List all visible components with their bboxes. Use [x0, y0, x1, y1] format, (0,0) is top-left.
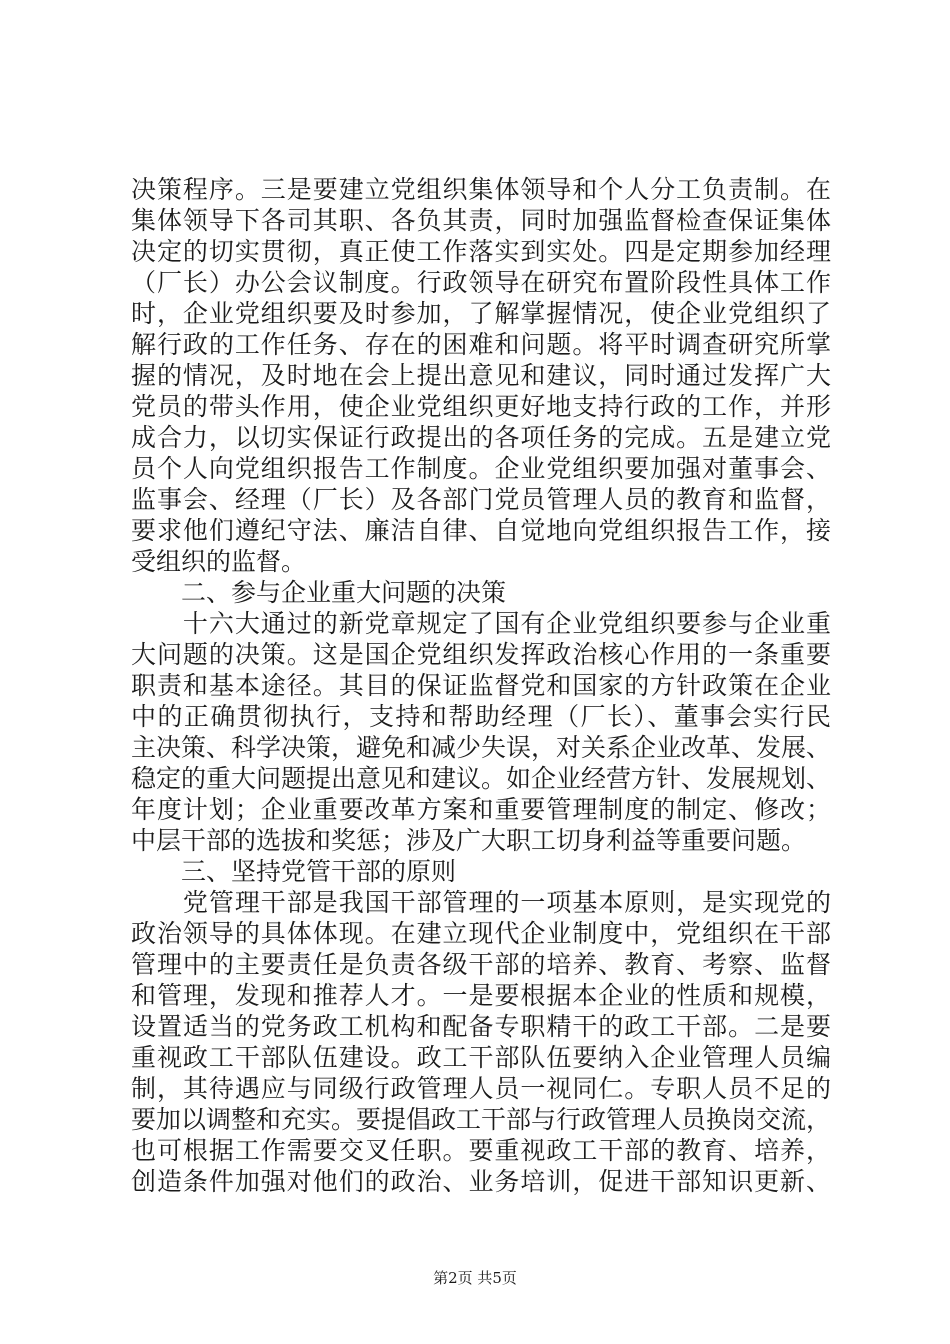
text-line: 大问题的决策。这是国企党组织发挥政治核心作用的一条重要 [131, 640, 831, 669]
text-line: 成合力，以切实保证行政提出的各项任务的完成。五是建立党 [131, 423, 831, 452]
text-line: 中的正确贯彻执行，支持和帮助经理（厂长）、董事会实行民 [131, 702, 831, 731]
text-line: 员个人向党组织报告工作制度。企业党组织要加强对董事会、 [131, 454, 831, 483]
text-line: 要求他们遵纪守法、廉洁自律、自觉地向党组织报告工作，接 [131, 516, 831, 545]
text-line: 和管理，发现和推荐人才。一是要根据本企业的性质和规模， [131, 981, 831, 1010]
body-text [131, 174, 831, 1197]
text-line: 也可根据工作需要交叉任职。要重视政工干部的教育、培养， [131, 1136, 831, 1165]
text-line: 解行政的工作任务、存在的困难和问题。将平时调查研究所掌 [131, 330, 831, 359]
text-line: 党管理干部是我国干部管理的一项基本原则，是实现党的 [131, 888, 831, 917]
text-line: 设置适当的党务政工机构和配备专职精干的政工干部。二是要 [131, 1012, 831, 1041]
section-heading: 二、参与企业重大问题的决策 [181, 578, 507, 607]
section-heading: 三、坚持党管干部的原则 [181, 857, 457, 886]
text-line: 主决策、科学决策，避免和减少失误，对关系企业改革、发展、 [131, 733, 832, 762]
text-line: 管理中的主要责任是负责各级干部的培养、教育、考察、监督 [131, 950, 831, 979]
text-line: （厂长）办公会议制度。行政领导在研究布置阶段性具体工作 [131, 268, 831, 297]
text-line: 十六大通过的新党章规定了国有企业党组织要参与企业重 [131, 609, 831, 638]
text-line: 职责和基本途径。其目的保证监督党和国家的方针政策在企业 [131, 671, 831, 700]
text-line: 监事会、经理（厂长）及各部门党员管理人员的教育和监督， [131, 485, 831, 514]
text-line: 握的情况，及时地在会上提出意见和建议，同时通过发挥广大 [131, 361, 831, 390]
page-footer [0, 1268, 950, 1288]
text-line: 政治领导的具体体现。在建立现代企业制度中，党组织在干部 [131, 919, 831, 948]
text-line: 中层干部的选拔和奖惩；涉及广大职工切身利益等重要问题。 [131, 826, 807, 855]
text-line: 决定的切实贯彻，真正使工作落实到实处。四是定期参加经理 [131, 237, 831, 266]
text-line: 受组织的监督。 [131, 547, 307, 576]
text-line: 时，企业党组织要及时参加，了解掌握情况，使企业党组织了 [131, 299, 831, 328]
text-line: 党员的带头作用，使企业党组织更好地支持行政的工作，并形 [131, 392, 831, 421]
text-line: 创造条件加强对他们的政治、业务培训，促进干部知识更新、 [131, 1167, 831, 1196]
text-line: 重视政工干部队伍建设。政工干部队伍要纳入企业管理人员编 [131, 1043, 831, 1072]
text-line: 稳定的重大问题提出意见和建议。如企业经营方针、发展规划、 [131, 764, 832, 793]
text-line: 年度计划；企业重要改革方案和重要管理制度的制定、修改； [131, 795, 831, 824]
text-line: 要加以调整和充实。要提倡政工干部与行政管理人员换岗交流， [131, 1105, 832, 1134]
page-number-label: 第2页 共5页 [433, 1269, 517, 1287]
text-line: 决策程序。三是要建立党组织集体领导和个人分工负责制。在 [131, 175, 831, 204]
text-line: 集体领导下各司其职、各负其责，同时加强监督检查保证集体 [131, 206, 831, 235]
text-line: 制，其待遇应与同级行政管理人员一视同仁。专职人员不足的 [131, 1074, 831, 1103]
